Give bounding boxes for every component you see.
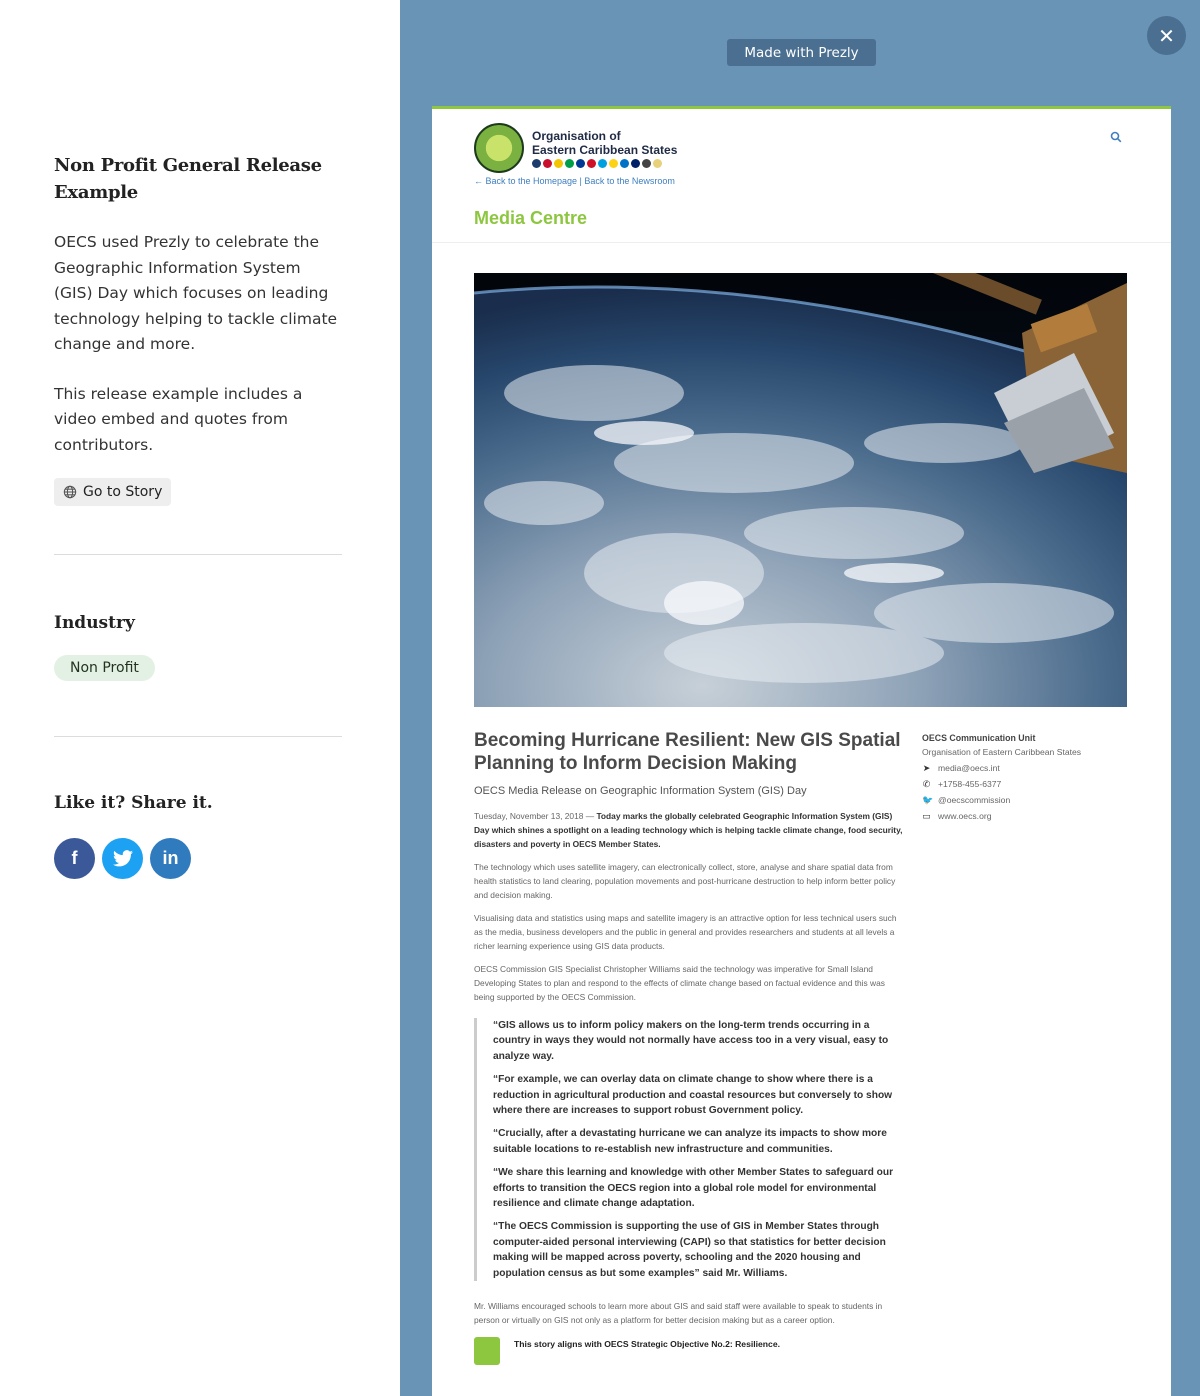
share-heading: Like it? Share it. bbox=[54, 793, 213, 813]
article-title: Becoming Hurricane Resilient: New GIS Spatial Planning to Inform Decision Making bbox=[474, 730, 901, 774]
org-name-line2: Eastern Caribbean States bbox=[532, 142, 678, 157]
facebook-icon: f bbox=[71, 848, 78, 868]
contact-phone[interactable] bbox=[922, 779, 1132, 789]
contact-website-text: www.oecs.org bbox=[938, 811, 992, 821]
earth-from-space-image bbox=[474, 273, 1127, 707]
strategic-objective-text: This story aligns with OECS Strategic Objective No.2: Resilience. bbox=[514, 1339, 781, 1350]
contact-website[interactable] bbox=[922, 811, 1132, 821]
flag-icon bbox=[609, 159, 618, 168]
linkedin-icon: in bbox=[162, 848, 179, 868]
flag-icon bbox=[642, 159, 651, 168]
article-paragraph: The technology which uses satellite imagery, can electronically collect, store, analyse and share spatial data from health statistics to land clearing, population movements and post-hurricane destruction to help inform better policy and decision making. bbox=[474, 862, 896, 900]
org-name-line1: Organisation of bbox=[532, 128, 621, 143]
flag-icon bbox=[653, 159, 662, 168]
browser-icon: ▭ bbox=[922, 810, 931, 821]
quote-paragraph: “Crucially, after a devastating hurricane we can analyze its impacts to show more suitable locations to re-establish new infrastructure and communities. bbox=[493, 1128, 887, 1155]
strategic-objective-note bbox=[474, 1337, 906, 1365]
flag-icon bbox=[565, 159, 574, 168]
org-logo[interactable] bbox=[474, 123, 677, 173]
description-paragraph: OECS used Prezly to celebrate the Geographic Information System (GIS) Day which focuses on leading technology helping to tackle climate change and more. bbox=[54, 233, 338, 353]
twitter-icon: 🐦 bbox=[922, 794, 934, 805]
phone-icon: ✆ bbox=[922, 778, 931, 789]
quote-paragraph: “The OECS Commission is supporting the use of GIS in Member States through computer-aided personal interviewing (CAPI) so that statistics for better decision making will be mapped across poverty, schooling and the 2020 housing and population census as but some examples” said Mr. Williams. bbox=[493, 1221, 886, 1279]
search-icon[interactable] bbox=[1110, 131, 1122, 143]
flag-icon bbox=[576, 159, 585, 168]
send-icon: ➤ bbox=[922, 762, 931, 773]
hero-image bbox=[474, 273, 1127, 707]
member-flags bbox=[532, 159, 677, 168]
article-subtitle: OECS Media Release on Geographic Information System (GIS) Day bbox=[474, 785, 807, 797]
share-twitter-button[interactable] bbox=[102, 838, 143, 879]
go-to-story-button[interactable] bbox=[54, 478, 171, 506]
contact-twitter-text: @oecscommission bbox=[938, 795, 1011, 805]
flag-icon bbox=[587, 159, 596, 168]
leaf-icon bbox=[474, 1337, 500, 1365]
share-linkedin-button[interactable] bbox=[150, 838, 191, 879]
info-panel bbox=[0, 0, 400, 1396]
close-button[interactable] bbox=[1147, 16, 1186, 55]
quote-paragraph: “For example, we can overlay data on climate change to show where there is a reduction in agricultural production and coastal resources but conversely to show where there are increases to support robust Government policy. bbox=[493, 1074, 893, 1117]
twitter-icon bbox=[113, 850, 133, 867]
flag-icon bbox=[620, 159, 629, 168]
contact-unit: OECS Communication Unit bbox=[922, 733, 1036, 743]
back-links[interactable]: ← Back to the Homepage | Back to the Newsroom bbox=[474, 176, 675, 186]
newsroom-header bbox=[432, 109, 1171, 243]
quote-paragraph: “We share this learning and knowledge with other Member States to safeguard our efforts to transition the OECS region into a global role model for environmental resilience and climate change adaptation. bbox=[493, 1167, 894, 1210]
contact-org: Organisation of Eastern Caribbean States bbox=[922, 747, 1082, 757]
media-centre-title: Media Centre bbox=[474, 208, 588, 228]
share-buttons bbox=[54, 838, 344, 879]
article-body bbox=[474, 729, 906, 1365]
flag-icon bbox=[554, 159, 563, 168]
divider bbox=[54, 554, 342, 555]
oecs-logo-icon bbox=[474, 123, 524, 173]
flag-icon bbox=[598, 159, 607, 168]
article-lead-text: Today marks the globally celebrated Geographic Information System (GIS) Day which shines a spotlight on a leading technology which is helping tackle climate change, food security, disasters and poverty in OECS Member States. bbox=[474, 811, 903, 849]
divider bbox=[54, 736, 342, 737]
article-paragraph: Visualising data and statistics using maps and satellite imagery is an attractive option for less technical users such as the media, business developers and the public in general and provides researchers and students at all levels a richer learning experience using GIS data products. bbox=[474, 913, 897, 951]
globe-icon bbox=[63, 485, 77, 499]
story-page bbox=[432, 106, 1171, 1396]
contact-email-text: media@oecs.int bbox=[938, 763, 1000, 773]
story-preview bbox=[400, 0, 1200, 1396]
go-to-story-label: Go to Story bbox=[83, 484, 163, 500]
flag-icon bbox=[631, 159, 640, 168]
contact-phone-text: +1758-455-6377 bbox=[938, 779, 1002, 789]
close-icon: ✕ bbox=[1158, 23, 1175, 48]
article-quote bbox=[474, 1018, 906, 1281]
made-with-prezly-badge[interactable]: Made with Prezly bbox=[727, 39, 876, 66]
article-lead bbox=[474, 809, 906, 851]
article-paragraph: Mr. Williams encouraged schools to learn more about GIS and said staff were available to speak to students in person or virtually on GIS not only as a platform for better decision making but as a career option. bbox=[474, 1301, 883, 1326]
contact-card bbox=[922, 733, 1132, 821]
info-panel-content bbox=[54, 152, 344, 879]
contact-twitter[interactable] bbox=[922, 795, 1132, 805]
industry-tag[interactable]: Non Profit bbox=[54, 655, 155, 681]
flag-icon bbox=[543, 159, 552, 168]
share-facebook-button[interactable] bbox=[54, 838, 95, 879]
example-title: Non Profit General Release Example bbox=[54, 155, 322, 203]
description-paragraph: This release example includes a video embed and quotes from contributors. bbox=[54, 384, 303, 454]
article-date: Tuesday, November 13, 2018 — bbox=[474, 811, 597, 821]
article-paragraph: OECS Commission GIS Specialist Christopher Williams said the technology was imperative for Small Island Developing States to plan and respond to the effects of climate change based on factual evidence and this was being supported by the OECS Commission. bbox=[474, 964, 885, 1002]
contact-email[interactable] bbox=[922, 763, 1132, 773]
industry-heading: Industry bbox=[54, 613, 135, 633]
industry-tags bbox=[54, 655, 344, 681]
example-description bbox=[54, 230, 344, 458]
quote-paragraph: “GIS allows us to inform policy makers on the long-term trends occurring in a country in ways they would not normally have access too in a very visual, easy to analyze way. bbox=[493, 1020, 889, 1062]
flag-icon bbox=[532, 159, 541, 168]
